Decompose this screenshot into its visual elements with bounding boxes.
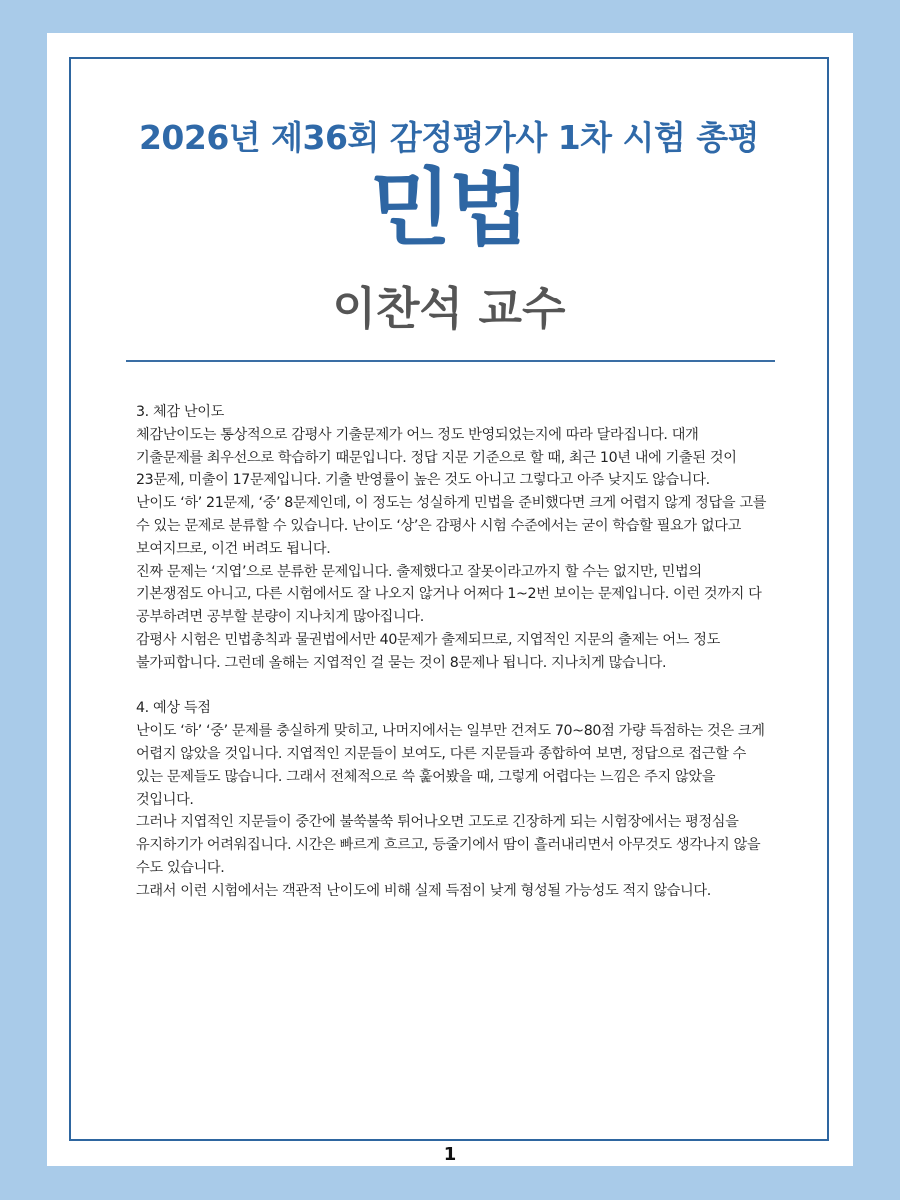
paragraph: 그래서 이런 시험에서는 객관적 난이도에 비해 실제 득점이 낮게 형성될 가능성도 적지 않습니다. (136, 882, 711, 899)
paragraph: 체감난이도는 통상적으로 감평사 기출문제가 어느 정도 반영되었는지에 따라 달라집니다. 대개 기출문제를 최우선으로 학습하기 때문입니다. 정답 지문 기준으로 할 때, 최근 10년 내에 기출된 것이 23문제, 미출이 17문제입니다. 기출 반영률이 높은 것도 아니고 그렇다고 아주 낮지도 않습니다. (136, 426, 737, 489)
paragraph: 감평사 시험은 민법총칙과 물권법에서만 40문제가 출제되므로, 지엽적인 지문의 출제는 어느 정도 불가피합니다. 그런데 올해는 지엽적인 걸 묻는 것이 8문제나 됩니다. 지나치게 많습니다. (136, 631, 720, 671)
paragraph: 그러나 지엽적인 지문들이 중간에 불쑥불쑥 튀어나오면 고도로 긴장하게 되는 시험장에서는 평정심을 유지하기가 어려워집니다. 시간은 빠르게 흐르고, 등줄기에서 땀이 흘러내리면서 아무것도 생각나지 않을 수도 있습니다. (136, 814, 761, 876)
section-perceived-difficulty (136, 401, 768, 675)
section-heading: 3. 체감 난이도 (136, 404, 224, 420)
subject-title: 민법 (369, 159, 529, 257)
title-divider (126, 360, 775, 362)
section-heading: 4. 예상 득점 (136, 700, 211, 717)
document-body (136, 401, 768, 903)
document-title: 2026년 제36회 감정평가사 1차 시험 총평 (138, 118, 760, 157)
author-name: 이찬석 교수 (332, 282, 566, 335)
paragraph: 진짜 문제는 ‘지엽’으로 분류한 문제입니다. 출제했다고 잘못이라고까지 할 수는 없지만, 민법의 기본쟁점도 아니고, 다른 시험에서도 잘 나오지 않거나 어쩌다 1~2번 보이는 문제입니다. 이런 것까지 다 공부하려면 공부할 분량이 지나치게 많아집니다. (136, 563, 762, 626)
page-number: 1 (443, 1144, 457, 1165)
section-expected-score (136, 697, 768, 902)
paragraph: 난이도 ‘하’ 21문제, ‘중’ 8문제인데, 이 정도는 성실하게 민법을 준비했다면 크게 어렵지 않게 정답을 고를 수 있는 문제로 분류할 수 있습니다. 난이도 ‘상’은 감평사 시험 수준에서는 굳이 학습할 필요가 없다고 보여지므로, 이건 버려도 됩니다. (136, 495, 767, 557)
paragraph: 난이도 ‘하’ ‘중’ 문제를 충실하게 맞히고, 나머지에서는 일부만 건져도 70~80점 가량 득점하는 것은 크게 어렵지 않았을 것입니다. 지엽적인 지문들이 보여도, 다른 지문들과 종합하여 보면, 정답으로 접근할 수 있는 문제들도 많습니다. 그래서 전체적으로 쓱 훑어봤을 때, 그렇게 어렵다는 느낌은 주지 않았을 것입니다. (136, 723, 765, 808)
